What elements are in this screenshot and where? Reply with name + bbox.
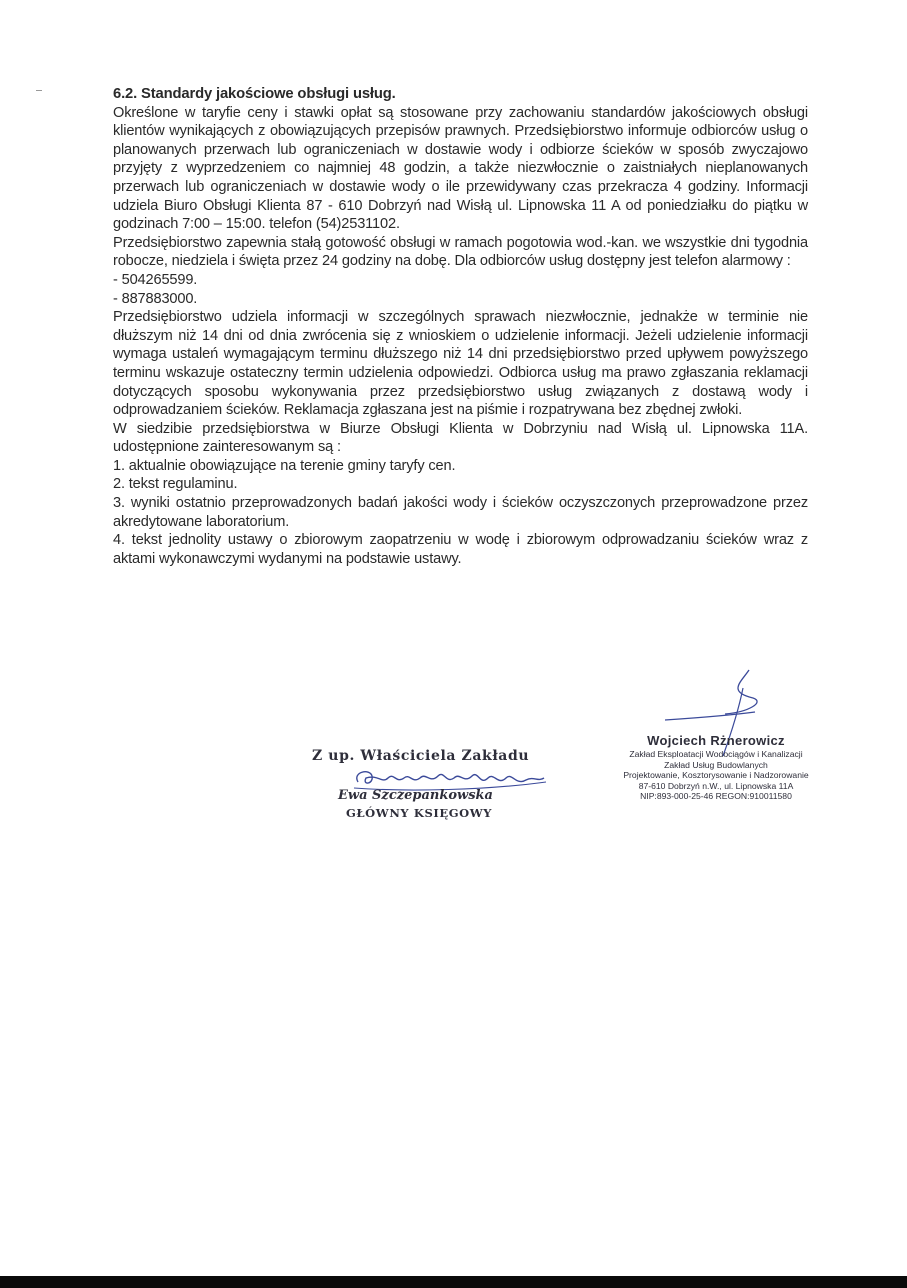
stamp-tax-line: NIP:893-000-25-46 REGON:910011580 <box>640 791 792 802</box>
stamp-company-line: Zakład Usług Budowlanych <box>664 759 768 770</box>
stamp-name: Ewa Szczepankowska <box>338 788 493 803</box>
section-heading: 6.2. Standardy jakościowe obsługi usług. <box>113 86 396 102</box>
paragraph-information: Przedsiębiorstwo udziela informacji w szczególnych sprawach niezwłocznie, jednakże w terminie nie dłuższym niż 14 dni od dnia zwrócenia się z wnioskiem o udzielenie informacji. Jeżeli udzielenie informacji wymaga ustaleń wymagającym terminu dłuższego niż 14 dni przedsiębiorstwo przed upływem powyższego terminu wskazuje ostateczny termin udzielenia odpowiedzi. Odbiorca usług ma prawo zgłaszania reklamacji dotyczących sposobu wykonywania przez przedsiębiorstwo usług związanych z dostawą wody i odprowadzaniem ścieków. Reklamacja zgłaszana jest na piśmie i rozpatrywana bez zbędnej zwłoki. <box>113 309 808 419</box>
paragraph-emergency: Przedsiębiorstwo zapewnia stałą gotowość obsługi w ramach pogotowia wod.-kan. we wszystkie dni tygodnia robocze, niedziela i święta przez 24 godziny na dobę. Dla odbiorców usług dostępny jest telefon alarmowy : <box>113 234 808 270</box>
stamp-company-line: Projektowanie, Kosztorysowanie i Nadzorowanie <box>623 770 809 781</box>
company-stamp <box>616 732 816 802</box>
stamp-owner-name: Wojciech Rżnerowicz <box>647 733 785 748</box>
list-item: 1. aktualnie obowiązujące na terenie gminy taryfy cen. <box>113 457 456 474</box>
scan-bottom-border <box>0 1276 907 1288</box>
phone-number: - 887883000. <box>113 290 198 307</box>
margin-mark <box>36 90 42 91</box>
list-item: 2. tekst regulaminu. <box>113 476 238 493</box>
stamp-position: GŁÓWNY KSIĘGOWY <box>346 806 493 820</box>
stamp-company-line: Zakład Eksploatacji Wodociągów i Kanalizacji <box>629 749 803 759</box>
phone-number: - 504265599. <box>113 271 198 288</box>
list-item: 3. wyniki ostatnio przeprowadzonych badań jakości wody i ścieków oczyszczonych przeprowadzone przez akredytowane laboratorium. <box>113 495 808 530</box>
paragraph-notifications: Określone w taryfie ceny i stawki opłat są stosowane przy zachowaniu standardów jakościowych obsługi klientów wynikających z obowiązujących przepisów prawnych. Przedsiębiorstwo informuje odbiorców usług o planowanych przerwach lub ograniczeniach w dostawie wody i odbiorze ścieków w sposób zwyczajowo przyjęty z wyprzedzeniem co najmniej 48 godzin, a także niezwłocznie o zaistniałych nieplanowanych przerwach lub ograniczeniach w dostawie wody o ile przewidywany czas przekracza 4 godziny. Informacji udziela Biuro Obsługi Klienta 87 - 610 Dobrzyń nad Wisłą ul. Lipnowska 11 A od poniedziałku do piątku w godzinach 7:00 – 15:00. telefon (54)2531102. <box>113 104 808 233</box>
list-item: 4. tekst jednolity ustawy o zbiorowym zaopatrzeniu w wodę i zbiorowym odprowadzaniu ścieków wraz z aktami wykonawczymi wydanymi na podstawie ustawy. <box>113 532 808 567</box>
paragraph-documents: W siedzibie przedsiębiorstwa w Biurze Obsługi Klienta w Dobrzyniu nad Wisłą ul. Lipnowska 11A. udostępnione zainteresowanym są : <box>113 420 808 456</box>
section-content <box>113 85 808 568</box>
stamp-address-line: 87-610 Dobrzyń n.W., ul. Lipnowska 11A <box>638 780 794 791</box>
stamp-authorization-line: Z up. Właściciela Zakładu <box>312 748 530 764</box>
